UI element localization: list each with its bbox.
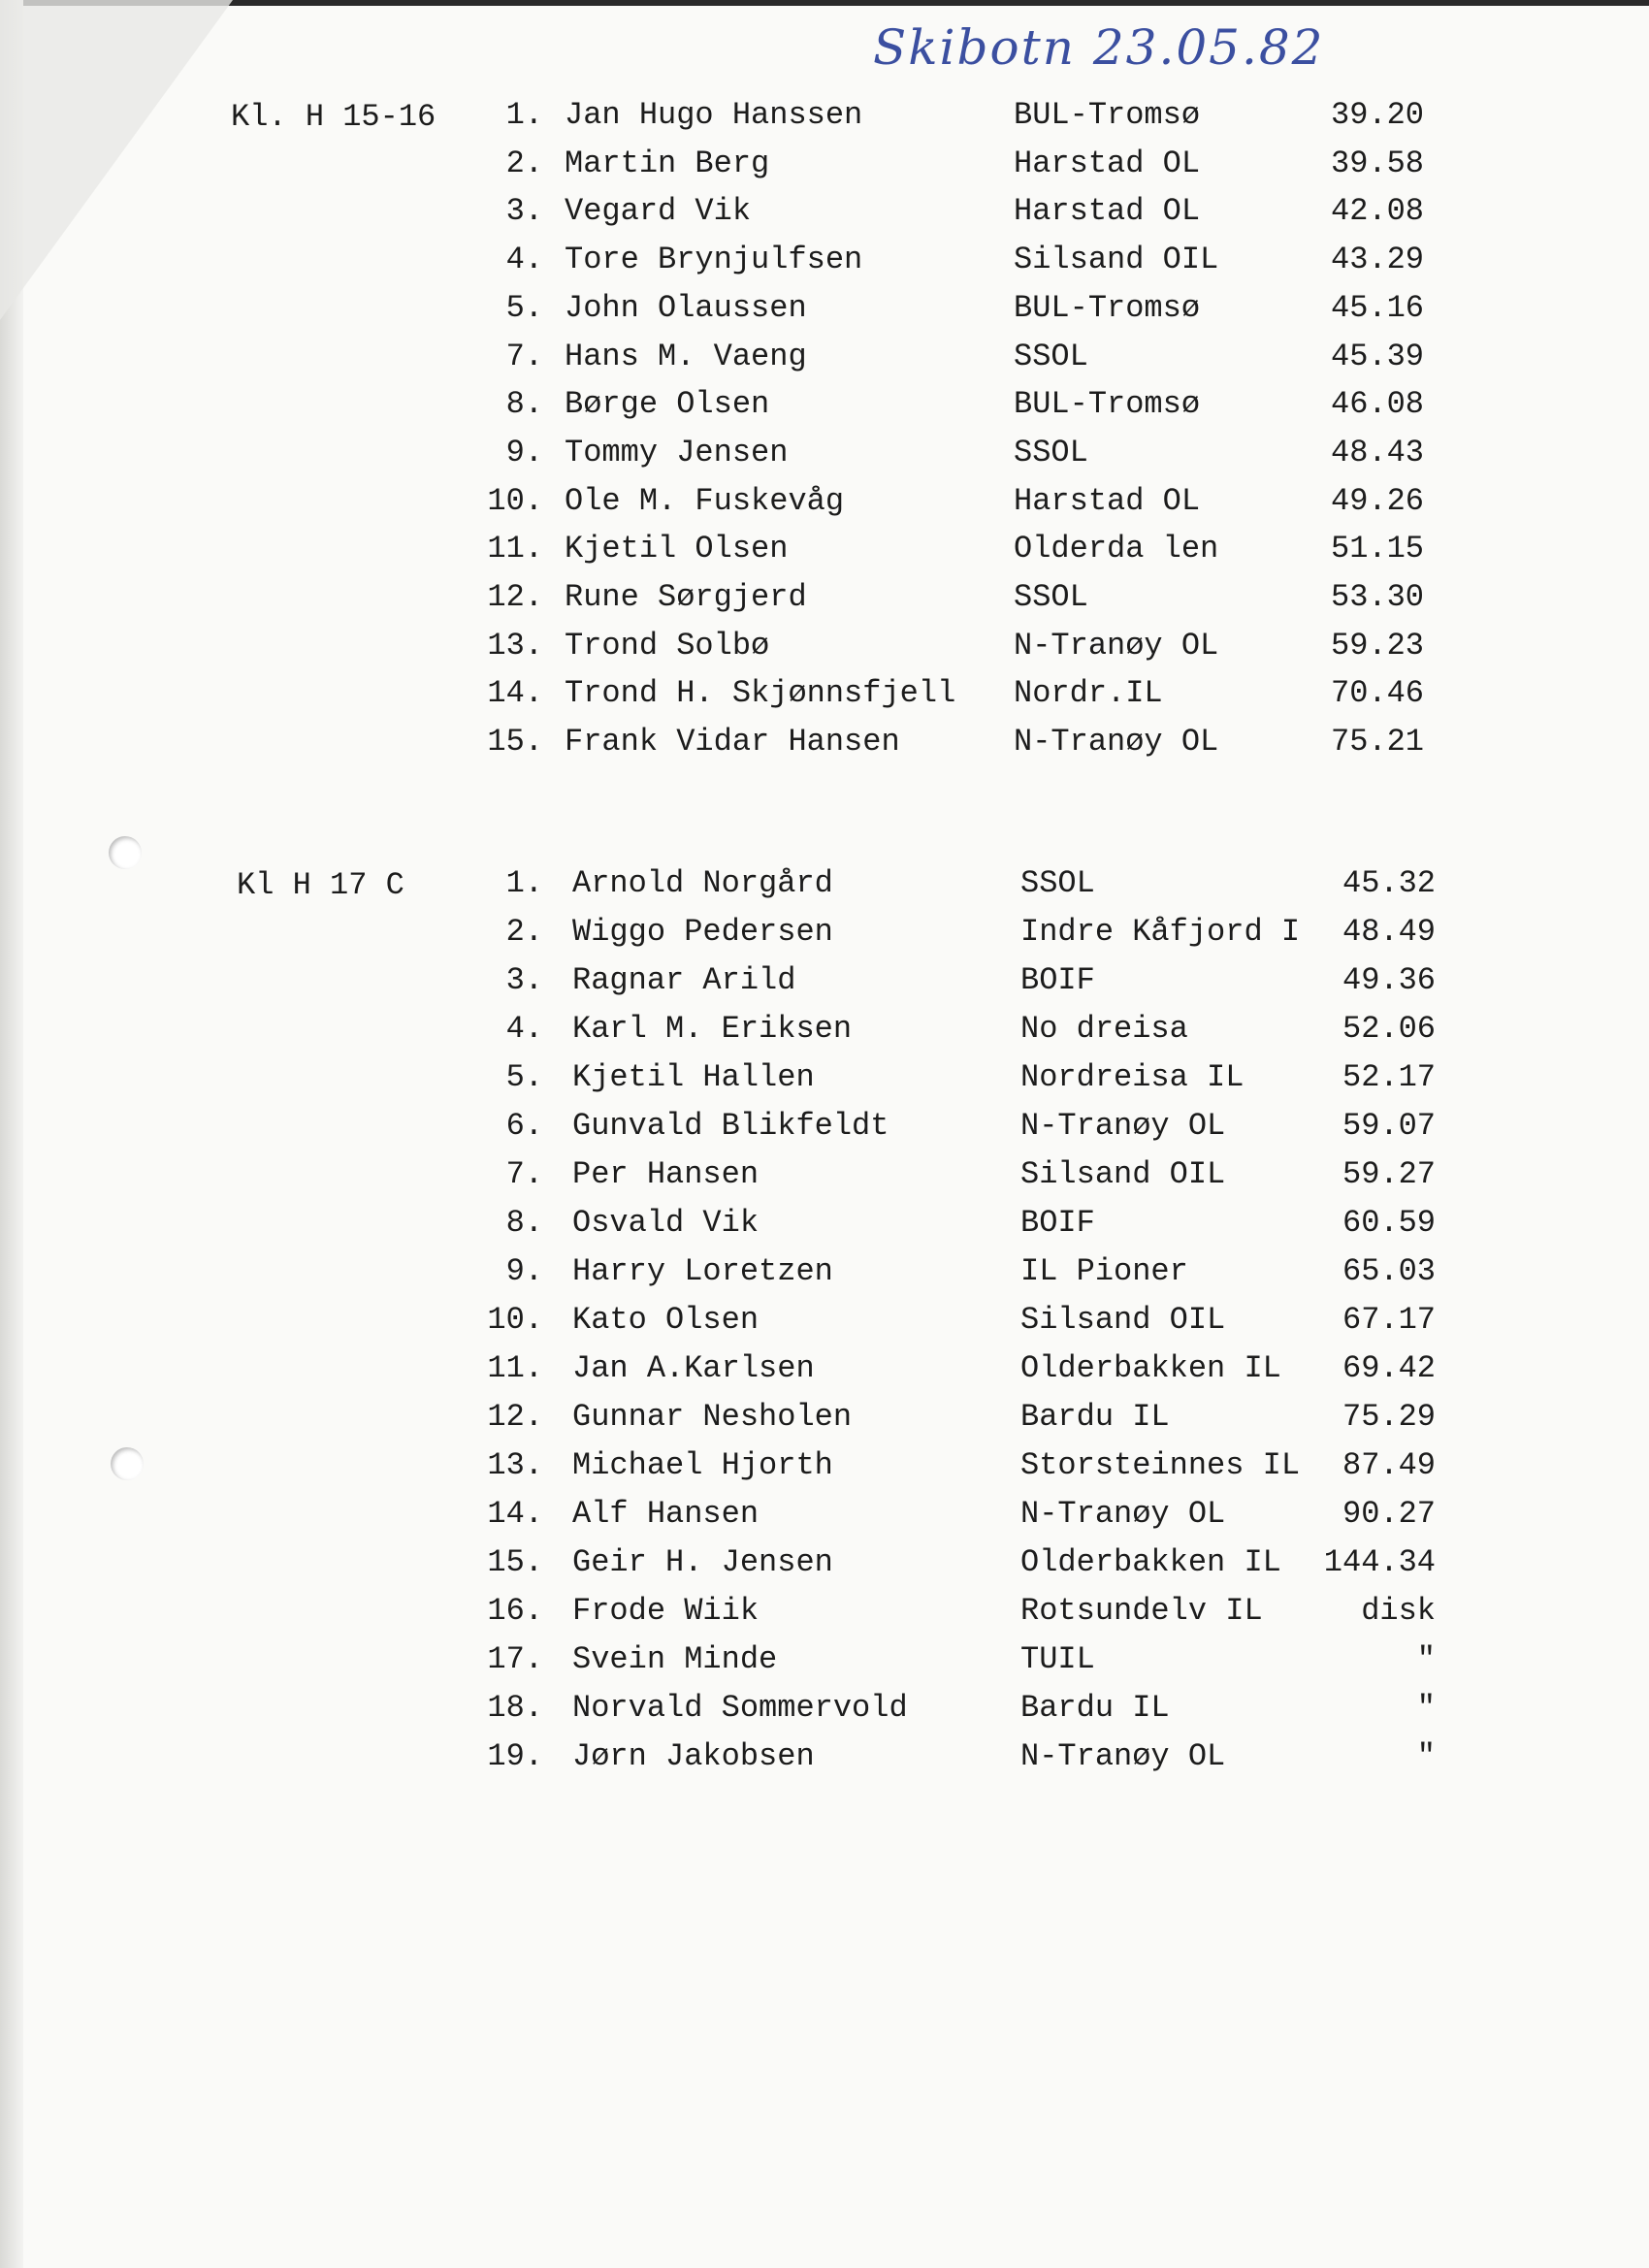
- competitor-name: Tommy Jensen: [565, 434, 789, 470]
- place-number: 1.: [505, 865, 543, 901]
- place-number: 9.: [505, 1253, 543, 1289]
- place-number: 3.: [505, 193, 543, 230]
- result-row: [0, 579, 1649, 628]
- result-row: [0, 1011, 1649, 1059]
- club-name: SSOL: [1014, 338, 1088, 374]
- finish-time: 43.29: [1330, 242, 1424, 278]
- place-number: 9.: [505, 434, 543, 470]
- result-row: [0, 290, 1649, 339]
- competitor-name: Arnold Norgård: [572, 865, 833, 901]
- finish-time: 49.36: [1342, 962, 1436, 998]
- club-name: Bardu IL: [1020, 1690, 1170, 1726]
- result-row: [0, 865, 1649, 914]
- result-row: [0, 724, 1649, 772]
- result-row: [0, 1690, 1649, 1738]
- place-number: 11.: [487, 531, 543, 567]
- place-number: 5.: [505, 1059, 543, 1095]
- place-number: 14.: [487, 1496, 543, 1532]
- club-name: Harstad OL: [1014, 145, 1201, 181]
- result-row: [0, 1447, 1649, 1496]
- finish-time: 48.43: [1330, 434, 1424, 470]
- club-name: Indre Kåfjord I: [1020, 914, 1301, 950]
- result-row: [0, 1205, 1649, 1253]
- finish-time: ": [1416, 1690, 1436, 1726]
- club-name: BOIF: [1020, 962, 1095, 998]
- finish-time: 48.49: [1342, 914, 1436, 950]
- place-number: 16.: [487, 1593, 543, 1629]
- class-label: Kl H 17 C: [237, 867, 404, 903]
- place-number: 12.: [487, 579, 543, 615]
- club-name: SSOL: [1014, 434, 1088, 470]
- place-number: 18.: [487, 1690, 543, 1726]
- finish-time: 59.23: [1330, 627, 1424, 664]
- competitor-name: Alf Hansen: [572, 1496, 760, 1532]
- result-row: [0, 1399, 1649, 1447]
- club-name: N-Tranøy OL: [1014, 627, 1219, 664]
- club-name: Silsand OIL: [1014, 242, 1219, 278]
- competitor-name: Martin Berg: [565, 145, 770, 181]
- club-name: N-Tranøy OL: [1020, 1108, 1226, 1144]
- handwritten-header-note: Skibotn 23.05.82: [873, 19, 1325, 76]
- place-number: 3.: [505, 962, 543, 998]
- competitor-name: Per Hansen: [572, 1156, 760, 1192]
- competitor-name: Kjetil Hallen: [572, 1059, 815, 1095]
- finish-time: ": [1416, 1738, 1436, 1774]
- place-number: 8.: [505, 386, 543, 423]
- competitor-name: Kato Olsen: [572, 1302, 760, 1338]
- result-row: [0, 1593, 1649, 1641]
- result-row: [0, 483, 1649, 532]
- finish-time: 51.15: [1330, 531, 1424, 567]
- competitor-name: Rune Sørgjerd: [565, 579, 807, 615]
- competitor-name: Vegard Vik: [565, 193, 752, 230]
- finish-time: 42.08: [1330, 193, 1424, 230]
- club-name: N-Tranøy OL: [1020, 1496, 1226, 1532]
- club-name: Nordr.IL: [1014, 675, 1163, 712]
- club-name: TUIL: [1020, 1641, 1095, 1677]
- finish-time: 60.59: [1342, 1205, 1436, 1241]
- competitor-name: Frank Vidar Hansen: [565, 724, 900, 761]
- finish-time: 144.34: [1323, 1544, 1436, 1580]
- place-number: 8.: [505, 1205, 543, 1241]
- finish-time: 75.21: [1330, 724, 1424, 761]
- finish-time: disk: [1361, 1593, 1436, 1629]
- result-row: [0, 628, 1649, 676]
- result-row: [0, 146, 1649, 194]
- club-name: BUL-Tromsø: [1014, 386, 1201, 423]
- finish-time: 45.16: [1330, 289, 1424, 326]
- competitor-name: Michael Hjorth: [572, 1447, 833, 1483]
- place-number: 17.: [487, 1641, 543, 1677]
- result-row: [0, 386, 1649, 435]
- finish-time: 87.49: [1342, 1447, 1436, 1483]
- competitor-name: Jan Hugo Hanssen: [565, 97, 863, 133]
- result-row: [0, 1156, 1649, 1205]
- finish-time: 53.30: [1330, 579, 1424, 615]
- result-row: [0, 1253, 1649, 1302]
- club-name: Olderbakken IL: [1020, 1350, 1281, 1386]
- scan-top-edge: [0, 0, 1649, 6]
- club-name: Harstad OL: [1014, 193, 1201, 230]
- result-row: [0, 339, 1649, 387]
- place-number: 15.: [487, 724, 543, 761]
- club-name: BUL-Tromsø: [1014, 289, 1201, 326]
- place-number: 10.: [487, 482, 543, 519]
- place-number: 4.: [505, 1011, 543, 1047]
- result-row: [0, 962, 1649, 1011]
- result-row: [0, 97, 1649, 146]
- finish-time: 39.58: [1330, 145, 1424, 181]
- competitor-name: Frode Wiik: [572, 1593, 760, 1629]
- place-number: 7.: [505, 338, 543, 374]
- competitor-name: Karl M. Eriksen: [572, 1011, 853, 1047]
- club-name: BUL-Tromsø: [1014, 97, 1201, 133]
- result-row: [0, 435, 1649, 483]
- result-row: [0, 242, 1649, 290]
- competitor-name: Geir H. Jensen: [572, 1544, 833, 1580]
- result-row: [0, 531, 1649, 579]
- club-name: IL Pioner: [1020, 1253, 1188, 1289]
- competitor-name: Trond Solbø: [565, 627, 770, 664]
- place-number: 4.: [505, 242, 543, 278]
- competitor-name: John Olaussen: [565, 289, 807, 326]
- finish-time: 90.27: [1342, 1496, 1436, 1532]
- finish-time: 59.07: [1342, 1108, 1436, 1144]
- place-number: 6.: [505, 1108, 543, 1144]
- result-row: [0, 675, 1649, 724]
- place-number: 19.: [487, 1738, 543, 1774]
- result-row: [0, 1738, 1649, 1787]
- place-number: 5.: [505, 289, 543, 326]
- competitor-name: Gunnar Nesholen: [572, 1399, 853, 1435]
- club-name: Silsand OIL: [1020, 1156, 1226, 1192]
- place-number: 14.: [487, 675, 543, 712]
- competitor-name: Gunvald Blikfeldt: [572, 1108, 889, 1144]
- finish-time: 70.46: [1330, 675, 1424, 712]
- finish-time: 65.03: [1342, 1253, 1436, 1289]
- result-row: [0, 1350, 1649, 1399]
- result-row: [0, 1641, 1649, 1690]
- club-name: Rotsundelv IL: [1020, 1593, 1263, 1629]
- competitor-name: Osvald Vik: [572, 1205, 760, 1241]
- competitor-name: Harry Loretzen: [572, 1253, 833, 1289]
- finish-time: 67.17: [1342, 1302, 1436, 1338]
- club-name: Bardu IL: [1020, 1399, 1170, 1435]
- finish-time: ": [1416, 1641, 1436, 1677]
- competitor-name: Wiggo Pedersen: [572, 914, 833, 950]
- club-name: Silsand OIL: [1020, 1302, 1226, 1338]
- club-name: Storsteinnes IL: [1020, 1447, 1301, 1483]
- competitor-name: Norvald Sommervold: [572, 1690, 908, 1726]
- competitor-name: Tore Brynjulfsen: [565, 242, 863, 278]
- place-number: 2.: [505, 145, 543, 181]
- finish-time: 52.06: [1342, 1011, 1436, 1047]
- competitor-name: Jørn Jakobsen: [572, 1738, 815, 1774]
- place-number: 15.: [487, 1544, 543, 1580]
- club-name: SSOL: [1014, 579, 1088, 615]
- place-number: 10.: [487, 1302, 543, 1338]
- club-name: No dreisa: [1020, 1011, 1188, 1047]
- competitor-name: Ole M. Fuskevåg: [565, 482, 845, 519]
- place-number: 11.: [487, 1350, 543, 1386]
- place-number: 7.: [505, 1156, 543, 1192]
- finish-time: 69.42: [1342, 1350, 1436, 1386]
- competitor-name: Hans M. Vaeng: [565, 338, 807, 374]
- result-row: [0, 914, 1649, 962]
- competitor-name: Børge Olsen: [565, 386, 770, 423]
- result-row: [0, 1108, 1649, 1156]
- result-row: [0, 1544, 1649, 1593]
- club-name: SSOL: [1020, 865, 1095, 901]
- finish-time: 49.26: [1330, 482, 1424, 519]
- result-row: [0, 193, 1649, 242]
- punch-hole-mark: [109, 836, 142, 869]
- result-row: [0, 1302, 1649, 1350]
- finish-time: 59.27: [1342, 1156, 1436, 1192]
- place-number: 2.: [505, 914, 543, 950]
- finish-time: 75.29: [1342, 1399, 1436, 1435]
- result-row: [0, 1059, 1649, 1108]
- club-name: Olderbakken IL: [1020, 1544, 1281, 1580]
- finish-time: 52.17: [1342, 1059, 1436, 1095]
- competitor-name: Kjetil Olsen: [565, 531, 789, 567]
- competitor-name: Jan A.Karlsen: [572, 1350, 815, 1386]
- class-label: Kl. H 15-16: [231, 99, 436, 135]
- finish-time: 45.32: [1342, 865, 1436, 901]
- place-number: 13.: [487, 627, 543, 664]
- place-number: 1.: [505, 97, 543, 133]
- club-name: Harstad OL: [1014, 482, 1201, 519]
- competitor-name: Ragnar Arild: [572, 962, 796, 998]
- result-row: [0, 1496, 1649, 1544]
- competitor-name: Svein Minde: [572, 1641, 778, 1677]
- club-name: BOIF: [1020, 1205, 1095, 1241]
- finish-time: 39.20: [1330, 97, 1424, 133]
- finish-time: 45.39: [1330, 338, 1424, 374]
- club-name: Nordreisa IL: [1020, 1059, 1245, 1095]
- club-name: Olderda len: [1014, 531, 1219, 567]
- finish-time: 46.08: [1330, 386, 1424, 423]
- club-name: N-Tranøy OL: [1020, 1738, 1226, 1774]
- place-number: 13.: [487, 1447, 543, 1483]
- place-number: 12.: [487, 1399, 543, 1435]
- competitor-name: Trond H. Skjønnsfjell: [565, 675, 956, 712]
- club-name: N-Tranøy OL: [1014, 724, 1219, 761]
